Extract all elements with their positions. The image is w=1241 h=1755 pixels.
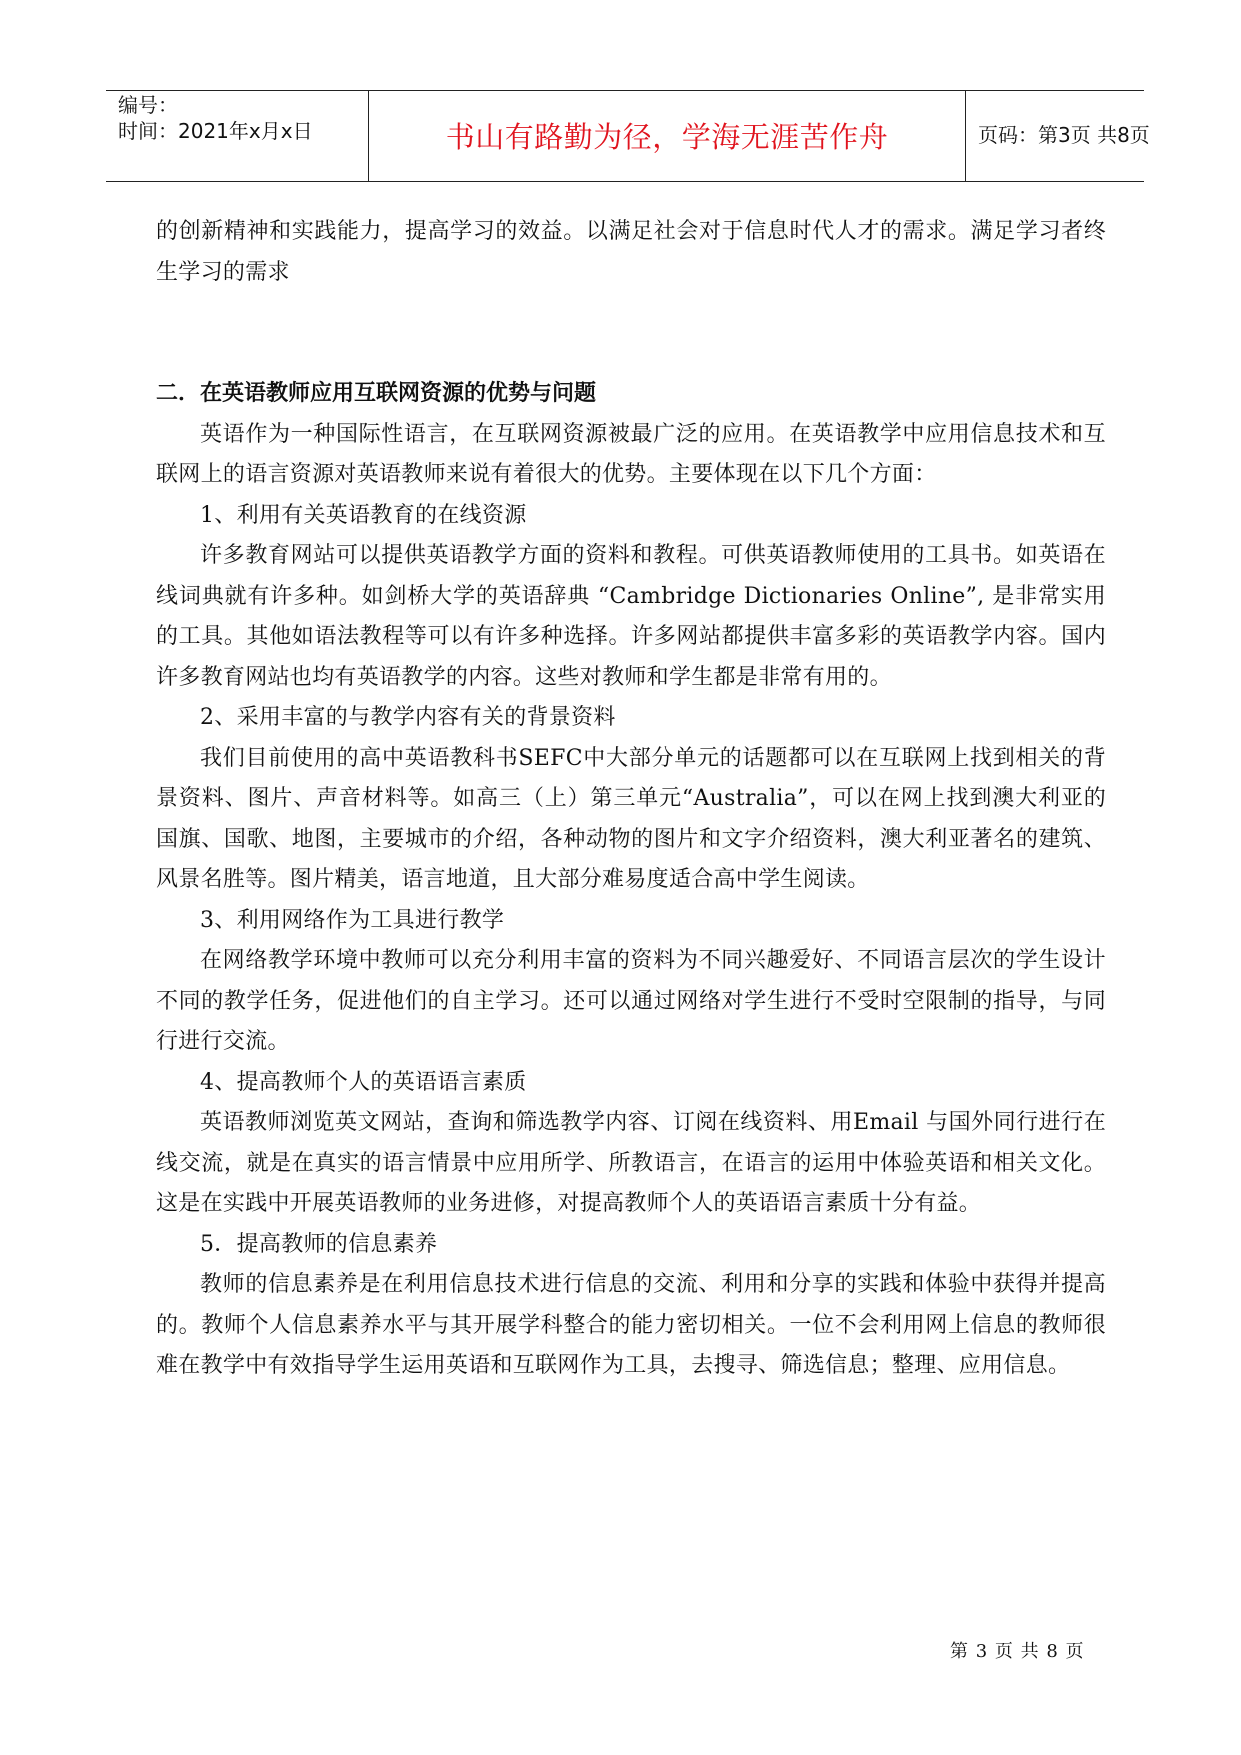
subheading-1: 1、利用有关英语教育的在线资源 — [200, 502, 527, 528]
header-table — [106, 90, 1150, 182]
page-footer: 第 3 页 共 8 页 — [950, 1641, 1085, 1662]
paragraph-2: 我们目前使用的高中英语教科书SEFC中大部分单元的话题都可以在互联网上找到相关的背景资料、图片、声音材料等。如高三（上）第三单元“Australia”，可以在网上找到澳大利亚的国旗、国歌、地图，主要城市的介绍，各种动物的图片和文字介绍资料，澳大利亚著名的建筑、风景名胜等。图片精美，语言地道，且大部分难易度适合高中学生阅读。 — [156, 745, 1106, 892]
paragraph-1: 许多教育网站可以提供英语教学方面的资料和教程。可供英语教师使用的工具书。如英语在线词典就有许多种。如剑桥大学的英语辞典 “Cambridge Dictionaries Online”, 是非常实用的工具。其他如语法教程等可以有许多种选择。许多网站都提供丰富多彩的英语教学内容。国内许多教育网站也均有英语教学的内容。这些对教师和学生都是非常有用的。 — [156, 543, 1106, 690]
section-spacer — [156, 293, 1106, 374]
document-body — [156, 212, 1106, 1387]
paragraph-overview: 英语作为一种国际性语言，在互联网资源被最广泛的应用。在英语教学中应用信息技术和互联网上的语言资源对英语教师来说有着很大的优势。主要体现在以下几个方面： — [156, 421, 1106, 487]
subheading-4: 4、提高教师个人的英语语言素质 — [200, 1069, 527, 1095]
paragraph-5: 教师的信息素养是在利用信息技术进行信息的交流、利用和分享的实践和体验中获得并提高的。教师个人信息素养水平与其开展学科整合的能力密切相关。一位不会利用网上信息的教师很难在教学中有效指导学生运用英语和互联网作为工具，去搜寻、筛选信息；整理、应用信息。 — [156, 1272, 1106, 1378]
header-info-cell — [106, 91, 368, 181]
subheading-2: 2、采用丰富的与教学内容有关的背景资料 — [200, 705, 616, 730]
document-number-label: 编号： — [118, 93, 178, 117]
header-page-cell — [966, 91, 1150, 181]
header-page-code: 页码：第3页 共8页 — [978, 123, 1150, 147]
document-time-label: 时间：2021年x月x日 — [118, 119, 313, 143]
subheading-3: 3、利用网络作为工具进行教学 — [200, 907, 505, 933]
subheading-5: 5．提高教师的信息素养 — [200, 1231, 438, 1257]
paragraph-4: 英语教师浏览英文网站，查询和筛选教学内容、订阅在线资料、用Email 与国外同行进行在线交流，就是在真实的语言情景中应用所学、所教语言，在语言的运用中体验英语和相关文化。这是在实践中开展英语教师的业务进修，对提高教师个人的英语语言素质十分有益。 — [156, 1110, 1106, 1216]
header-motto-cell — [368, 91, 966, 181]
section-heading: 二．在英语教师应用互联网资源的优势与问题 — [156, 381, 597, 406]
intro-paragraph: 的创新精神和实践能力，提高学习的效益。以满足社会对于信息时代人才的需求。满足学习者终生学习的需求 — [156, 219, 1106, 285]
paragraph-3: 在网络教学环境中教师可以充分利用丰富的资料为不同兴趣爱好、不同语言层次的学生设计不同的教学任务，促进他们的自主学习。还可以通过网络对学生进行不受时空限制的指导，与同行进行交流。 — [156, 948, 1106, 1054]
header-motto: 书山有路勤为径，学海无涯苦作舟 — [445, 120, 889, 154]
